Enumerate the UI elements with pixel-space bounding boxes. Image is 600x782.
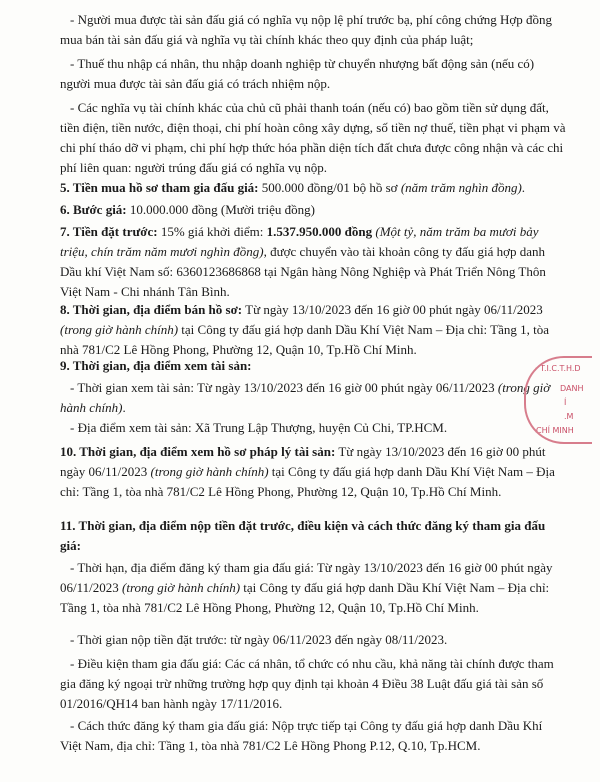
section-8-sale-time: 8. Thời gian, địa điểm bán hồ sơ: Từ ngày 13/10/2023 đến 16 giờ 00 phút ngày 06/11/2023 (trong giờ hành chính) tại Công ty đấu giá hợp danh Dầu Khí Việt Nam – Địa chỉ: Tầng 1, tòa nhà 781/C2 Lê Hồng Phong, Phường 12, Quận 10, Tp.Hồ Chí Minh. <box>60 302 550 357</box>
section-5-heading: 5. Tiền mua hồ sơ tham gia đấu giá: <box>60 180 259 195</box>
section-8-heading: 8. Thời gian, địa điểm bán hồ sơ: <box>60 302 243 317</box>
section-7-deposit: 7. Tiền đặt trước: 15% giá khởi điểm: 1.537.950.000 đồng (Một tỷ, năm trăm ba mươi bảy triệu, chín trăm năm mươi nghìn đồng), được chuyển vào tài khoản công ty đấu giá hợp danh Dầu khí Việt Nam số: 6360123686868 tại Ngân hàng Nông Nghiệp và Phát Triển Nông Thôn Việt Nam - Chi nhánh Tân Bình. <box>60 224 546 299</box>
section-10-heading: 10. Thời gian, địa điểm xem hồ sơ pháp lý tài sản: <box>60 444 336 459</box>
bullet-other-obligations: - Các nghĩa vụ tài chính khác của chủ cũ phải thanh toán (nếu có) bao gồm tiền sử dụng đất, tiền điện, tiền nước, điện thoại, chi phí hoàn công xây dựng, số tiền nợ thuế, tiền phạt vi phạm và chi phí tháo dỡ vi phạm, chi phí hợp thức hóa phần diện tích đất chưa được công nhận và các chi phí liên quan: người trúng đấu giá có nghĩa vụ nộp. <box>60 100 566 175</box>
bullet-registration: - Thời hạn, địa điểm đăng ký tham gia đấu giá: Từ ngày 13/10/2023 đến 16 giờ 00 phút ngày 06/11/2023 (trong giờ hành chính) tại Công ty đấu giá hợp danh Dầu Khí Việt Nam – Địa chỉ: Tầng 1, tòa nhà 781/C2 Lê Hồng Phong, Phường 12, Quận 10, Tp.Hồ Chí Minh. <box>60 560 553 615</box>
section-10-legal-docs: 10. Thời gian, địa điểm xem hồ sơ pháp lý tài sản: Từ ngày 13/10/2023 đến 16 giờ 00 phút ngày 06/11/2023 (trong giờ hành chính) tại Công ty đấu giá hợp danh Dầu Khí Việt Nam – Địa chỉ: Tầng 1, tòa nhà 781/C2 Lê Hồng Phong, Phường 12, Quận 10, Tp.Hồ Chí Minh. <box>60 444 555 499</box>
bullet-view-time: - Thời gian xem tài sản: Từ ngày 13/10/2023 đến 16 giờ 00 phút ngày 06/11/2023 (trong giờ hành chính). <box>60 380 551 415</box>
section-9-heading: 9. Thời gian, địa điểm xem tài sản: <box>60 358 252 373</box>
bullet-income-tax: - Thuế thu nhập cá nhân, thu nhập doanh nghiệp từ chuyển nhượng bất động sản (nếu có) người mua được tài sản đấu giá có trách nhiệm nộp. <box>60 56 535 91</box>
bullet-registration-method: - Cách thức đăng ký tham gia đấu giá: Nộp trực tiếp tại Công ty đấu giá hợp danh Dầu Khí Việt Nam, địa chỉ: Tầng 1, tòa nhà 781/C2 Lê Hồng Phong P.12, Q.10, Tp.HCM. <box>60 718 543 753</box>
bullet-fees-buyer: - Người mua được tài sản đấu giá có nghĩa vụ nộp lệ phí trước bạ, phí công chứng Hợp đồng mua bán tài sản đấu giá và nghĩa vụ tài chính khác theo quy định của pháp luật; <box>60 12 553 47</box>
company-stamp: T.I.C.T.H.D DANH Í .M CHÍ MINH <box>524 356 592 444</box>
section-6-price-step: 6. Bước giá: 10.000.000 đồng (Mười triệu đồng) <box>60 202 315 217</box>
section-11-heading: 11. Thời gian, địa điểm nộp tiền đặt trước, điều kiện và cách thức đăng ký tham gia đấu giá: <box>60 518 546 553</box>
section-6-heading: 6. Bước giá: <box>60 202 127 217</box>
bullet-conditions: - Điều kiện tham gia đấu giá: Các cá nhân, tổ chức có nhu cầu, khả năng tài chính được tham gia đăng ký ngoại trừ những trường hợp quy định tại khoản 4 Điều 38 Luật đấu giá tài sản số 01/2016/QH14 ban hành ngày 17/11/2016. <box>60 656 554 711</box>
bullet-view-location: - Địa điểm xem tài sản: Xã Trung Lập Thượng, huyện Củ Chi, TP.HCM. <box>70 420 448 435</box>
section-7-heading: 7. Tiền đặt trước: <box>60 224 158 239</box>
bullet-deposit-time: - Thời gian nộp tiền đặt trước: từ ngày 06/11/2023 đến ngày 08/11/2023. <box>70 632 448 647</box>
deposit-amount: 1.537.950.000 đồng <box>266 224 373 239</box>
section-5-dossier-fee: 5. Tiền mua hồ sơ tham gia đấu giá: 500.000 đồng/01 bộ hồ sơ (năm trăm nghìn đồng). <box>60 180 526 195</box>
